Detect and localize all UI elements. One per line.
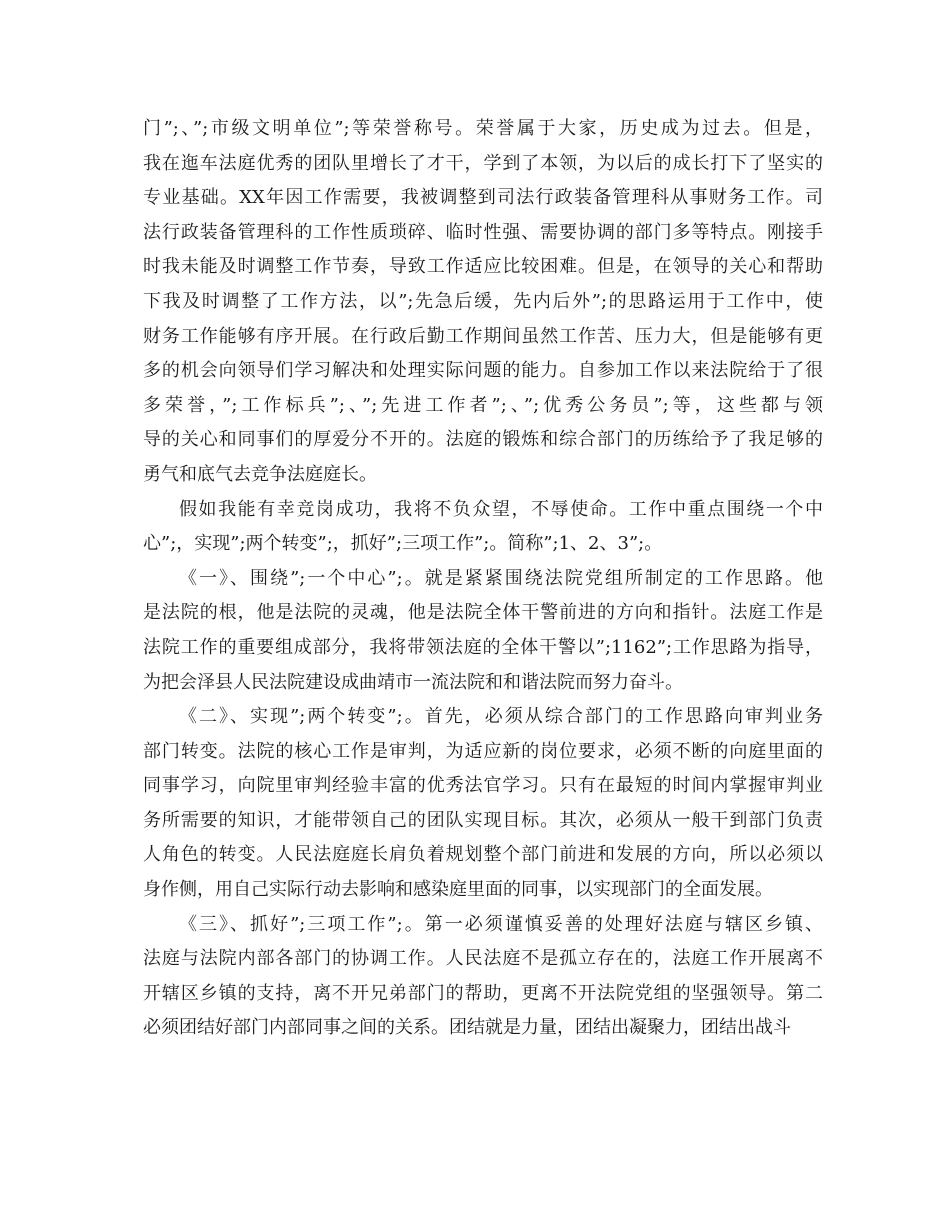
paragraph [143, 700, 823, 908]
text-line: 开辖区乡镇的支持，离不开兄弟部门的帮助，更离不开法院党组的坚强领导。第二 [143, 982, 823, 1004]
text-line: 多荣誉，”;工作标兵”;、”;先进工作者”;、”;优秀公务员”;等，这些都与领 [143, 394, 823, 416]
text-line: 财务工作能够有序开展。在行政后勤工作期间虽然工作苦、压力大，但是能够有更 [143, 325, 823, 347]
text-line: 同事学习，向院里审判经验丰富的优秀法官学习。只有在最短的时间内掌握审判业 [143, 775, 823, 797]
text-line: 假如我能有幸竞岗成功，我将不负众望，不辱使命。工作中重点围绕一个中 [179, 498, 823, 520]
text-line: 下我及时调整了工作方法，以”;先急后缓，先内后外”;的思路运用于工作中，使 [143, 290, 823, 312]
text-line: 勇气和底气去竞争法庭庭长。 [143, 463, 377, 485]
paragraph [143, 908, 823, 1046]
text-line: 时我未能及时调整工作节奏，导致工作适应比较困难。但是，在领导的关心和帮助 [143, 256, 823, 278]
text-line: 《一》、围绕”;一个中心”;。就是紧紧围绕法院党组所制定的工作思路。他 [179, 567, 823, 589]
paragraph [143, 493, 823, 562]
text-line: 我在迤车法庭优秀的团队里增长了才干，学到了本领，为以后的成长打下了坚实的 [143, 152, 823, 174]
text-line: 心”;，实现”;两个转变”;，抓好”;三项工作”;。简称”;1、2、3”;。 [143, 533, 663, 555]
document-body [143, 112, 823, 1046]
text-line: 法庭与法院内部各部门的协调工作。人民法庭不是孤立存在的，法庭工作开展离不 [143, 948, 823, 970]
text-line: 多的机会向领导们学习解决和处理实际问题的能力。自参加工作以来法院给于了很 [143, 360, 823, 382]
text-line: 《二》、实现”;两个转变”;。首先，必须从综合部门的工作思路向审判业务 [179, 706, 823, 728]
text-line: 务所需要的知识，才能带领自己的团队实现目标。其次，必须从一般干到部门负责 [143, 809, 823, 831]
paragraph [143, 112, 823, 493]
text-line: 法行政装备管理科的工作性质琐碎、临时性强、需要协调的部门多等特点。刚接手 [143, 221, 823, 243]
text-line: 是法院的根，他是法院的灵魂，他是法院全体干警前进的方向和指针。法庭工作是 [143, 602, 823, 624]
text-line: 为把会泽县人民法院建设成曲靖市一流法院和和谐法院而努力奋斗。 [143, 671, 683, 693]
text-line: 法院工作的重要组成部分，我将带领法庭的全体干警以”;1162”;工作思路为指导， [143, 636, 823, 658]
text-line: 部门转变。法院的核心工作是审判，为适应新的岗位要求，必须不断的向庭里面的 [143, 740, 823, 762]
text-line: 人角色的转变。人民法庭庭长肩负着规划整个部门前进和发展的方向，所以必须以 [143, 844, 823, 866]
text-line: 导的关心和同事们的厚爱分不开的。法庭的锻炼和综合部门的历练给予了我足够的 [143, 429, 823, 451]
text-line: 门”;、”;市级文明单位”;等荣誉称号。荣誉属于大家，历史成为过去。但是， [143, 118, 823, 139]
text-line: 必须团结好部门内部同事之间的关系。团结就是力量，团结出凝聚力，团结出战斗 [143, 1017, 791, 1039]
paragraph [143, 562, 823, 700]
text-line: 身作侧，用自己实际行动去影响和感染庭里面的同事，以实现部门的全面发展。 [143, 879, 773, 901]
text-line: 专业基础。XX年因工作需要，我被调整到司法行政装备管理科从事财务工作。司 [143, 187, 823, 209]
text-line: 《三》、抓好”;三项工作”;。第一必须谨慎妥善的处理好法庭与辖区乡镇、 [179, 913, 823, 935]
